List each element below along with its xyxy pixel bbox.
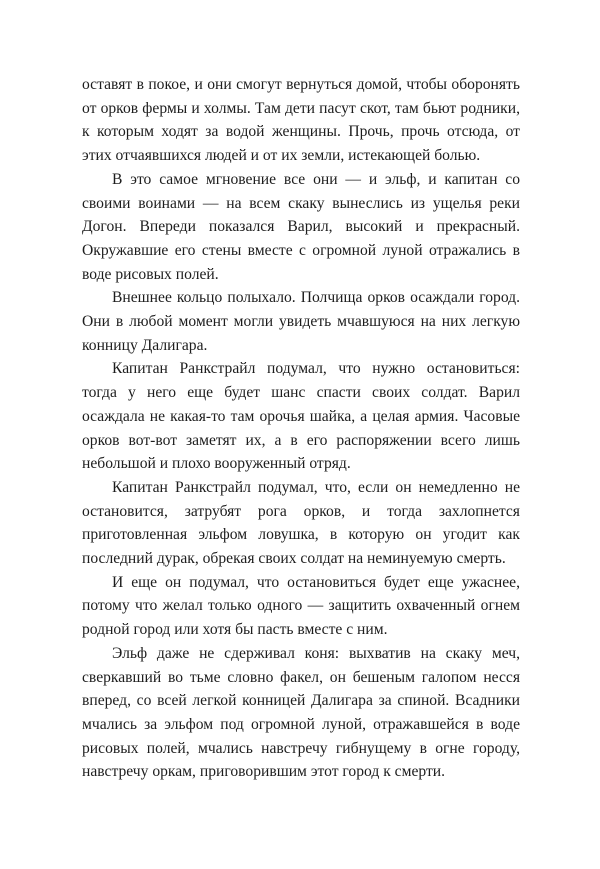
paragraph-6: И еще он подумал, что остановиться будет еще ужаснее, потому что желал только одного — защитить охваченный огнем родной город или хотя бы пасть вместе с ним. [82,573,520,639]
paragraph-7: Эльф даже не сдерживал коня: выхватив на скаку меч, сверкавший во тьме словно факел, он бешеным галопом несся вперед, со всей легкой конницей Далигара за спиной. Всадники мчались за эльфом под огромной луной, отражавшейся в воде рисовых полей, мчались навстречу гибнущему в огне городу, навстречу оркам, приговорившим этот город к смерти. [82,644,520,781]
paragraph-1: оставят в покое, и они смогут вернуться домой, чтобы оборонять от орков фермы и холмы. Там дети пасут скот, там бьют родники, к которым ходят за водой женщины. Прочь, прочь отсюда, от этих отчаявшихся людей и от их земли, истекающей болью. [82,76,520,165]
paragraph-2: В это самое мгновение все они — и эльф, и капитан со своими воинами — на всем скаку вынеслись из ущелья реки Догон. Впереди показался Варил, высокий и прекрасный. Окружавшие его стены вместе с огромной луной отражались в воде рисовых полей. [82,170,520,283]
paragraph-3: Внешнее кольцо полыхало. Полчища орков осаждали город. Они в любой момент могли увидеть мчавшуюся на них легкую конницу Далигара. [82,289,520,354]
page-body [82,73,520,784]
paragraph-4: Капитан Ранкстрайл подумал, что нужно остановиться: тогда у него еще будет шанс спасти своих солдат. Варил осаждала не какая-то там орочья шайка, а целая армия. Часовые орков вот-вот заметят их, а в его распоряжении всего лишь небольшой и плохо вооруженный отряд. [82,360,520,473]
paragraph-5: Капитан Ранкстрайл подумал, что, если он немедленно не остановится, затрубят рога орков, и тогда захлопнется приготовленная эльфом ловушка, в которую он угодит как последний дурак, обрекая своих солдат на неминуемую смерть. [82,478,520,568]
